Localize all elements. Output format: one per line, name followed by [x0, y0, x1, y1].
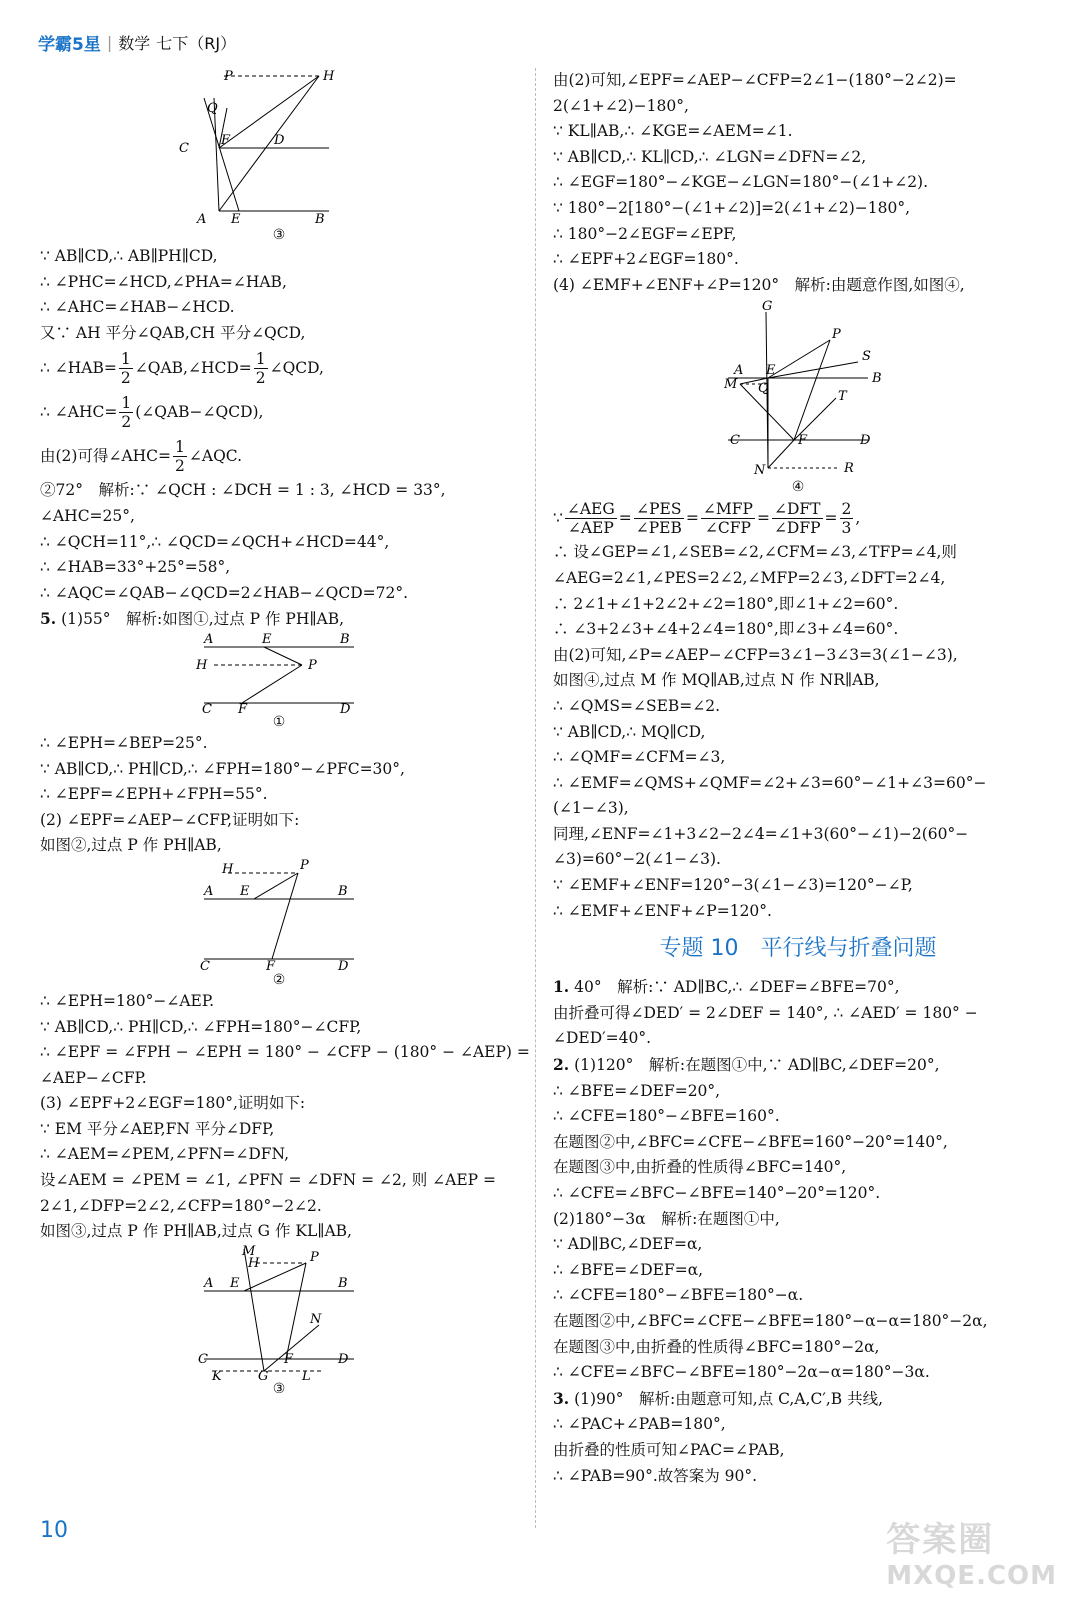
- text-line: 如图④,过点 M 作 MQ∥AB,过点 N 作 NR∥AB,: [553, 671, 880, 690]
- text-line: (2)180°−3α 解析:在题图①中,: [553, 1209, 780, 1228]
- question-5-line: [40, 606, 518, 633]
- question-number: 3.: [553, 1388, 570, 1408]
- text-line: ∵ 180°−2[180°−(∠1+∠2)]=2(∠1+∠2)−180°,: [553, 198, 911, 217]
- svg-text:E: E: [231, 212, 241, 226]
- figure-3-bottom-caption: ③: [272, 1380, 286, 1397]
- text-line: ∠AEP−∠CFP.: [40, 1068, 147, 1087]
- svg-text:R: R: [844, 461, 854, 477]
- svg-text:G: G: [258, 1368, 269, 1380]
- text-line: ∵ AB∥CD,∴ KL∥CD,∴ ∠LGN=∠DFN=∠2,: [553, 147, 867, 166]
- text-line: 同理,∠ENF=∠1+3∠2−2∠4=∠1+3(60°−∠1)−2(60°−: [553, 824, 969, 843]
- text-line: ∴ ∠EPH=180°−∠AEP.: [40, 991, 215, 1010]
- figure-1: [194, 633, 364, 713]
- text-line: 在题图②中,∠BFC=∠CFE−∠BFE=180°−α−α=180°−2α,: [553, 1311, 988, 1330]
- text-line: ∵ KL∥AB,∴ ∠KGE=∠AEM=∠1.: [553, 122, 793, 141]
- text-line: ∴ ∠PAC+∠PAB=180°,: [553, 1415, 726, 1434]
- denominator: 2: [121, 412, 132, 431]
- text-line: 在题图③中,由折叠的性质得∠BFC=180°−2α,: [553, 1337, 880, 1356]
- figure-3-caption: ③: [272, 227, 286, 243]
- watermark-line-2: MXQE.COM: [886, 1561, 1057, 1591]
- header-separator: |: [106, 33, 113, 52]
- text-line: ∴ ∠QCH=11°,∴ ∠QCD=∠QCH+∠HCD=44°,: [40, 532, 390, 551]
- text-line: ∴ ∠CFE=∠BFC−∠BFE=180°−2α−α=180°−3α.: [553, 1363, 930, 1382]
- numerator: 2: [841, 499, 852, 518]
- text-line: ∴ ∠AHC=∠HAB−∠HCD.: [40, 298, 235, 317]
- svg-text:B: B: [872, 371, 882, 387]
- text-segment: ∴ ∠HAB=: [40, 358, 117, 377]
- fraction: [565, 500, 617, 537]
- text-line: ∴ ∠EPF = ∠FPH − ∠EPH = 180° − ∠CFP − (180° − ∠AEP) =: [40, 1043, 530, 1062]
- header-grade: 七下（RJ）: [156, 34, 237, 53]
- equals-sign: =: [685, 508, 699, 527]
- svg-text:F: F: [284, 1351, 294, 1367]
- text-segment: 由(2)可得∠AHC=: [40, 446, 172, 465]
- svg-text:A: A: [204, 883, 214, 899]
- topic-heading: 专题 10 平行线与折叠问题: [659, 936, 937, 962]
- numerator: ∠PES: [636, 499, 682, 518]
- svg-text:B: B: [340, 632, 350, 647]
- equals-sign: =: [824, 508, 838, 527]
- text-line: ∴ ∠QMF=∠CFM=∠3,: [553, 748, 726, 767]
- text-line: ∴ ∠3+2∠3+∠4+2∠4=180°,即∠3+∠4=60°.: [553, 620, 899, 639]
- text-line: ∵ AB∥CD,∴ AB∥PH∥CD,: [40, 247, 218, 265]
- svg-text:M: M: [242, 1244, 256, 1259]
- numerator: ∠DFT: [773, 499, 821, 518]
- svg-text:P: P: [300, 858, 309, 873]
- svg-text:A: A: [204, 1275, 214, 1291]
- text-segment: ∠AQC.: [188, 446, 243, 465]
- text-line: ∴ ∠PAB=90°.故答案为 90°.: [553, 1466, 758, 1485]
- svg-text:F: F: [238, 701, 248, 713]
- denominator: ∠DFP: [773, 518, 821, 537]
- svg-text:D: D: [338, 958, 349, 971]
- numerator: 1: [255, 349, 266, 368]
- text-line: ∴ 2∠1+∠1+2∠2+∠2=180°,即∠1+∠2=60°.: [553, 594, 899, 613]
- numerator: 1: [121, 393, 132, 412]
- svg-text:B: B: [338, 1275, 348, 1291]
- text-line: 又∵ AH 平分∠QAB,CH 平分∠QCD,: [40, 323, 306, 342]
- svg-text:M: M: [724, 377, 738, 393]
- text-line: 如图②,过点 P 作 PH∥AB,: [40, 836, 222, 855]
- text-line: 由(2)可知,∠P=∠AEP−∠CFP=3∠1−3∠3=3(∠1−∠3),: [553, 645, 958, 664]
- fraction-half: [119, 350, 133, 387]
- denominator: 2: [255, 368, 266, 387]
- page-header: [38, 30, 236, 55]
- column-divider: [535, 68, 536, 1528]
- numerator: 1: [120, 349, 131, 368]
- denominator: 3: [841, 518, 852, 537]
- text-line: ∴ ∠BFE=∠DEF=20°,: [553, 1081, 721, 1100]
- text-line: ∠DED′=40°.: [553, 1029, 652, 1048]
- text-line: ∴ ∠AEM=∠PEM,∠PFN=∠DFN,: [40, 1145, 290, 1164]
- svg-text:C: C: [730, 433, 740, 449]
- watermark: [886, 1512, 1057, 1591]
- text-line: ∠3)=60°−2(∠1−∠3).: [553, 850, 721, 869]
- right-column: [553, 68, 1043, 1489]
- svg-text:E: E: [240, 883, 250, 899]
- question-number: 2.: [553, 1055, 570, 1075]
- question-number: 5.: [40, 609, 57, 629]
- svg-text:C: C: [198, 1351, 208, 1367]
- text-line: 在题图②中,∠BFC=∠CFE−∠BFE=160°−20°=140°,: [553, 1132, 948, 1151]
- figure-4-caption: ④: [791, 479, 805, 496]
- svg-text:A: A: [197, 212, 207, 226]
- figure-2-caption: ②: [272, 971, 286, 988]
- svg-text:D: D: [860, 433, 871, 449]
- text-line: ∵ AD∥BC,∠DEF=α,: [553, 1235, 703, 1254]
- text-line: ∴ ∠EPH=∠BEP=25°.: [40, 733, 208, 752]
- svg-text:P: P: [224, 69, 233, 84]
- text-segment: (1)120° 解析:在题图①中,∵ AD∥BC,∠DEF=20°,: [569, 1056, 940, 1075]
- text-line: ∴ ∠HAB=33°+25°=58°,: [40, 558, 231, 577]
- text-line: ∴ ∠BFE=∠DEF=α,: [553, 1260, 704, 1279]
- denominator: 2: [120, 368, 131, 387]
- figure-1-caption: ①: [272, 713, 286, 730]
- denominator: ∠PEB: [635, 518, 682, 537]
- numerator: ∠MFP: [702, 499, 753, 518]
- text-line: ∵ AB∥CD,∴ PH∥CD,∴ ∠FPH=180°−∠CFP,: [40, 1017, 362, 1036]
- svg-text:H: H: [323, 69, 335, 84]
- text-segment: ,: [855, 508, 861, 527]
- text-segment: (1)90° 解析:由题意可知,点 C,A,C′,B 共线,: [569, 1389, 884, 1408]
- question-2-line: [553, 1052, 1043, 1079]
- figure-3-bottom: [194, 1245, 364, 1380]
- svg-text:D: D: [338, 1351, 349, 1367]
- svg-text:D: D: [274, 133, 285, 148]
- text-line: ∠AEG=2∠1,∠PES=2∠2,∠MFP=2∠3,∠DFT=2∠4,: [553, 568, 946, 587]
- ratio-line: [553, 496, 1043, 540]
- text-line: ∴ ∠CFE=180°−∠BFE=180°−α.: [553, 1286, 804, 1305]
- svg-text:L: L: [302, 1368, 311, 1380]
- svg-text:F: F: [266, 958, 276, 971]
- left-column: [40, 68, 530, 1398]
- svg-text:E: E: [262, 632, 272, 647]
- denominator: ∠AEP: [567, 518, 614, 537]
- text-line: 在题图③中,由折叠的性质得∠BFC=140°,: [553, 1158, 847, 1177]
- svg-text:E: E: [766, 363, 776, 379]
- svg-text:C: C: [179, 141, 189, 156]
- brand-logo: 学霸5星: [38, 35, 101, 55]
- text-line: ∴ ∠CFE=180°−∠BFE=160°.: [553, 1107, 780, 1126]
- text-line: ∴ ∠EMF=∠QMS+∠QMF=∠2+∠3=60°−∠1+∠3=60°−: [553, 773, 987, 792]
- svg-text:P: P: [308, 657, 317, 673]
- fraction: [701, 500, 755, 537]
- svg-text:G: G: [762, 299, 773, 315]
- svg-text:S: S: [862, 349, 871, 365]
- text-line: (3) ∠EPF+2∠EGF=180°,证明如下:: [40, 1094, 306, 1113]
- text-line: ∵ AB∥CD,∴ PH∥CD,∴ ∠FPH=180°−∠PFC=30°,: [40, 759, 405, 778]
- text-line: (∠1−∠3),: [553, 799, 629, 818]
- text-line: ∴ ∠EMF+∠ENF+∠P=120°.: [553, 901, 772, 920]
- figure-4: [708, 298, 888, 478]
- equals-sign: =: [618, 508, 632, 527]
- svg-text:H: H: [248, 1255, 260, 1271]
- fraction: [634, 500, 684, 537]
- text-line: ∴ ∠CFE=∠BFC−∠BFE=140°−20°=120°.: [553, 1184, 881, 1202]
- text-line: ∴ 180°−2∠EGF=∠EPF,: [553, 224, 737, 243]
- text-line: (4) ∠EMF+∠ENF+∠P=120° 解析:由题意作图,如图④,: [553, 275, 965, 294]
- text-line: ②72° 解析:∵ ∠QCH : ∠DCH = 1 : 3, ∠HCD = 33°,: [40, 481, 446, 500]
- text-line: ∴ ∠EPF=∠EPH+∠FPH=55°.: [40, 785, 268, 804]
- fraction: [840, 500, 854, 537]
- text-segment: (∠QAB−∠QCD),: [135, 402, 264, 421]
- question-1-line: [553, 974, 1043, 1001]
- figure-2: [194, 859, 364, 971]
- text-segment: ∵: [553, 508, 563, 527]
- text-line: 如图③,过点 P 作 PH∥AB,过点 G 作 KL∥AB,: [40, 1222, 352, 1241]
- text-line: 由折叠可得∠DED′ = 2∠DEF = 140°, ∴ ∠AED′ = 180° −: [553, 1003, 978, 1022]
- text-line: ∵ AB∥CD,∴ MQ∥CD,: [553, 722, 706, 741]
- fraction-line: [40, 390, 518, 434]
- svg-text:H: H: [222, 861, 234, 877]
- svg-text:K: K: [212, 1368, 222, 1380]
- text-line: ∴ 设∠GEP=∠1,∠SEB=∠2,∠CFM=∠3,∠TFP=∠4,则: [553, 543, 957, 562]
- text-segment: ∠QAB,∠HCD=: [134, 358, 252, 377]
- text-line: ∠AHC=25°,: [40, 506, 135, 525]
- numerator: 1: [175, 437, 185, 456]
- denominator: ∠CFP: [704, 518, 751, 537]
- svg-text:N: N: [754, 463, 766, 479]
- svg-text:E: E: [230, 1275, 240, 1291]
- text-line: (2) ∠EPF=∠AEP−∠CFP,证明如下:: [40, 810, 300, 829]
- text-line: ∵ EM 平分∠AEP,FN 平分∠DFP,: [40, 1119, 275, 1138]
- denominator: 2: [175, 456, 185, 475]
- fraction-line: [40, 434, 518, 478]
- fraction-half: [173, 438, 187, 475]
- svg-text:P: P: [832, 327, 841, 343]
- text-line: 2∠1,∠DFP=2∠2,∠CFP=180°−2∠2.: [40, 1196, 322, 1215]
- text-segment: (1)55° 解析:如图①,过点 P 作 PH∥AB,: [56, 610, 345, 629]
- text-line: 2(∠1+∠2)−180°,: [553, 96, 689, 115]
- question-3-line: [553, 1386, 1043, 1413]
- svg-text:B: B: [315, 212, 325, 226]
- svg-text:P: P: [310, 1249, 319, 1265]
- svg-text:A: A: [734, 363, 744, 379]
- header-subject: 数学: [118, 34, 151, 53]
- svg-text:C: C: [202, 701, 212, 713]
- fraction-half: [119, 394, 133, 431]
- text-line: ∵ ∠EMF+∠ENF=120°−3(∠1−∠3)=120°−∠P,: [553, 876, 913, 895]
- text-segment: ∴ ∠AHC=: [40, 402, 118, 421]
- text-line: ∴ ∠EGF=180°−∠KGE−∠LGN=180°−(∠1+∠2).: [553, 173, 929, 192]
- figure-3-top: [179, 68, 379, 226]
- fraction-line: [40, 346, 518, 390]
- svg-text:Q: Q: [758, 381, 769, 397]
- svg-text:F: F: [798, 433, 808, 449]
- svg-text:H: H: [196, 657, 208, 673]
- text-line: 设∠AEM = ∠PEM = ∠1, ∠PFN = ∠DFN = ∠2, 则 ∠AEP =: [40, 1171, 496, 1190]
- svg-text:N: N: [310, 1311, 322, 1327]
- fraction: [772, 500, 823, 537]
- svg-text:Q: Q: [207, 101, 218, 116]
- svg-text:C: C: [200, 958, 210, 971]
- svg-text:T: T: [838, 389, 847, 405]
- svg-text:A: A: [204, 632, 214, 647]
- watermark-line-1: 答案圈: [886, 1520, 995, 1560]
- svg-text:B: B: [338, 883, 348, 899]
- text-line: 由折叠的性质可知∠PAC=∠PAB,: [553, 1440, 785, 1459]
- numerator: ∠AEG: [566, 499, 615, 518]
- text-segment: 40° 解析:∵ AD∥BC,∴ ∠DEF=∠BFE=70°,: [569, 978, 900, 997]
- svg-text:D: D: [340, 701, 351, 713]
- fraction-half: [254, 350, 268, 387]
- text-line: ∴ ∠QMS=∠SEB=∠2.: [553, 696, 721, 715]
- question-number: 1.: [553, 977, 570, 997]
- svg-text:F: F: [221, 133, 231, 148]
- equals-sign: =: [756, 508, 770, 527]
- text-line: 由(2)可知,∠EPF=∠AEP−∠CFP=2∠1−(180°−2∠2)=: [553, 71, 957, 89]
- text-line: ∴ ∠AQC=∠QAB−∠QCD=2∠HAB−∠QCD=72°.: [40, 583, 409, 602]
- text-line: ∴ ∠PHC=∠HCD,∠PHA=∠HAB,: [40, 272, 287, 291]
- text-segment: ∠QCD,: [269, 358, 324, 377]
- page-number: 10: [40, 1518, 68, 1543]
- text-line: ∴ ∠EPF+2∠EGF=180°.: [553, 250, 739, 269]
